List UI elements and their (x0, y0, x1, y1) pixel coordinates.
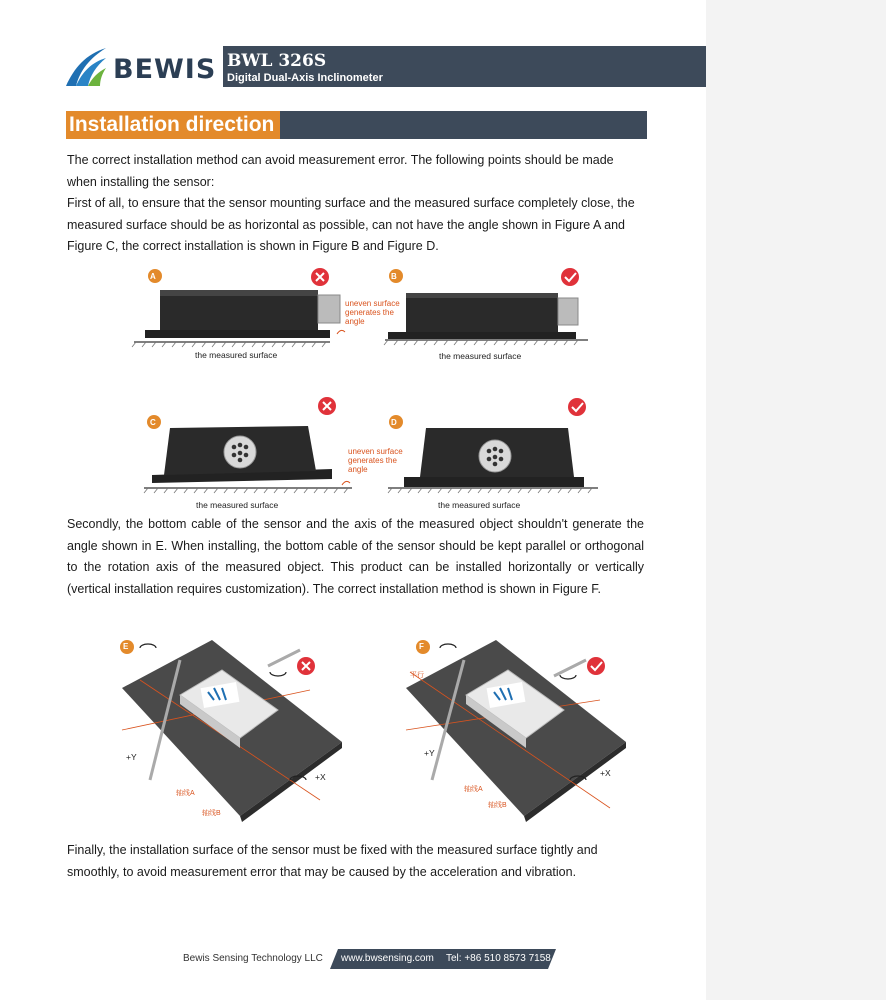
product-subtitle: Digital Dual-Axis Inclinometer (227, 72, 383, 84)
figure-f-axis-b: 轴线B (488, 802, 507, 809)
figure-e-axis-a: 轴线A (176, 790, 195, 797)
figure-f-letter: F (419, 642, 424, 651)
paragraph-second: Secondly, the bottom cable of the sensor and the axis of the measured object shouldn't generate the angle shown in E. When installing, the bottom cable of the sensor should be kept parallel or orthogonal to the rotation axis of the measured object. This product can be installed horizontally or vertically (vertical installation requires customization). The correct installation method is shown in Figure F. (67, 517, 644, 596)
paragraph-final: Finally, the installation surface of the sensor must be fixed with the measured surface tightly and smoothly, to avoid measurement error that may be caused by the acceleration and vibration. (67, 843, 598, 879)
figure-f-parallel-label: 平行 (410, 672, 424, 679)
figure-a-annotation: uneven surface generates the angle (345, 299, 400, 326)
product-model: BWL 326S (227, 51, 327, 71)
footer-company: Bewis Sensing Technology LLC (183, 953, 323, 964)
figure-e-drawing (110, 630, 630, 830)
figure-a (130, 262, 600, 372)
figure-c-surface-label: the measured surface (196, 500, 279, 510)
paragraph-intro: The correct installation method can avoid measurement error. The following points should be made when installing the sensor: (67, 153, 614, 189)
figure-e-plus-y: +Y (126, 752, 137, 762)
figure-d-letter: D (391, 418, 397, 427)
figure-f-plus-x: +X (600, 768, 611, 778)
figure-a-surface-label: the measured surface (195, 350, 278, 360)
figure-c (130, 395, 600, 513)
figure-f-axis-a: 轴线A (464, 786, 483, 793)
section-title: Installation direction (66, 111, 280, 139)
figure-c-letter: C (150, 418, 156, 427)
figure-e-axis-b: 轴线B (202, 810, 221, 817)
figure-c-annotation: uneven surface generates the angle (348, 447, 403, 474)
footer-website: www.bwsensing.com (341, 953, 434, 964)
figure-a-letter: A (150, 272, 156, 281)
figure-f-plus-y: +Y (424, 748, 435, 758)
brand-logo-text: BEWIS (113, 54, 217, 85)
footer-tel: Tel: +86 510 8573 7158 (446, 953, 551, 964)
figure-d-surface-label: the measured surface (438, 500, 521, 510)
figure-b-surface-label: the measured surface (439, 351, 522, 361)
bewis-logo-icon (64, 46, 108, 88)
figure-e-letter: E (123, 642, 129, 651)
figure-e (110, 630, 630, 830)
paragraph-first: First of all, to ensure that the sensor mounting surface and the measured surface completely close, the measured surface should be as horizontal as possible, can not have the angle shown in Figure A and Figure C, the correct installation is shown in Figure B and Figure D. (67, 196, 635, 253)
figure-e-plus-x: +X (315, 772, 326, 782)
figure-b-letter: B (391, 272, 397, 281)
